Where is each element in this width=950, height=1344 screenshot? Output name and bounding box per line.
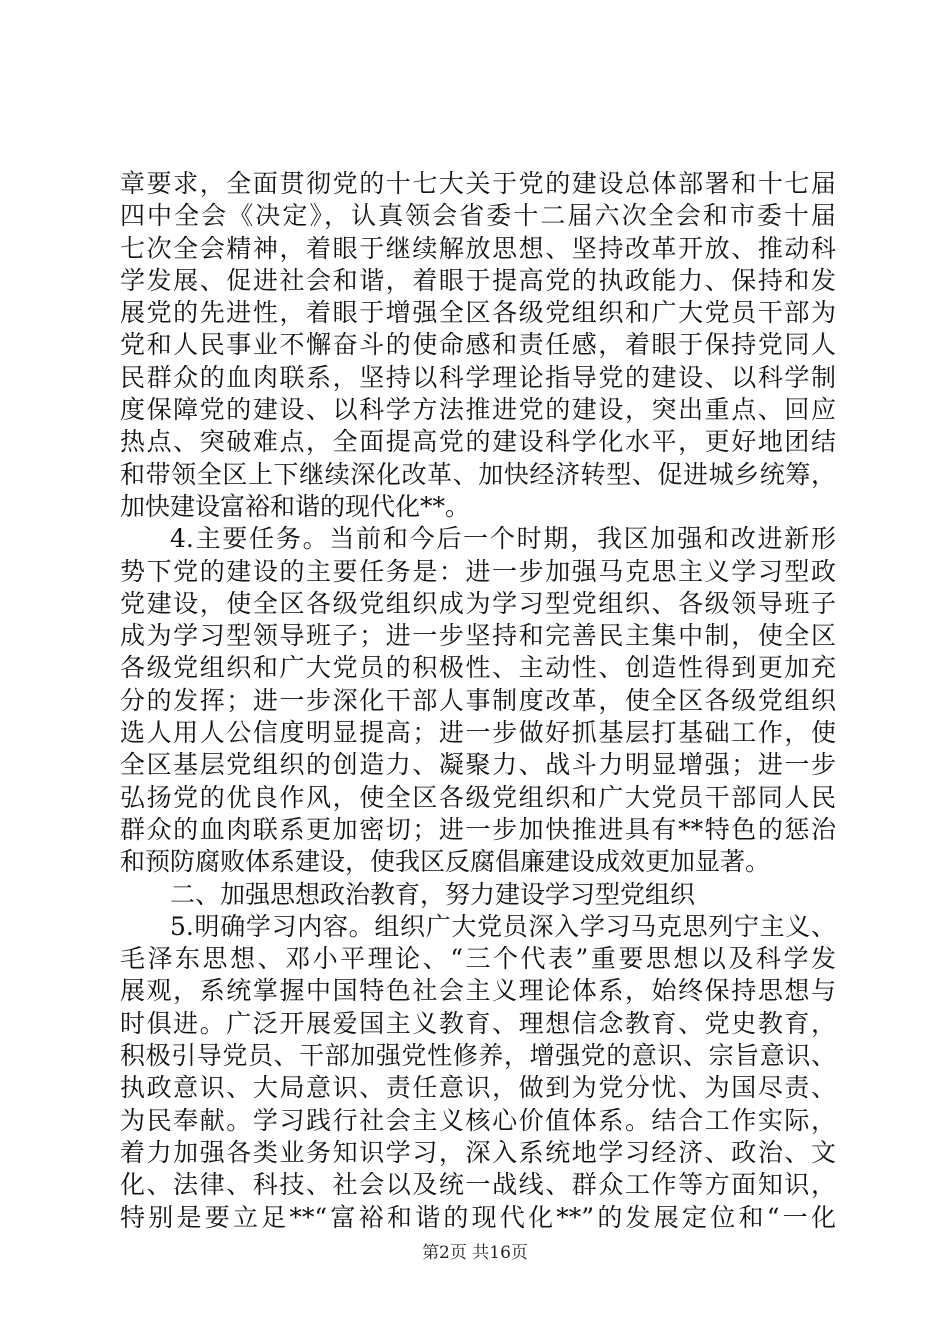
- text-line: 和带领全区上下继续深化改革、加快经济转型、促进城乡统筹，: [120, 459, 836, 489]
- document-body: [120, 168, 836, 1234]
- text-line: 着力加强各类业务知识学习，深入系统地学习经济、政治、文: [120, 1137, 836, 1167]
- text-line: 特别是要立足**“富裕和谐的现代化**”的发展定位和“一化: [120, 1202, 836, 1232]
- text-line: 加快建设富裕和谐的现代化**。: [120, 491, 471, 521]
- paragraph: [120, 911, 836, 1234]
- text-line: 民群众的血肉联系，坚持以科学理论指导党的建设、以科学制: [120, 362, 836, 392]
- text-line: 为民奉献。学习践行社会主义核心价值体系。结合工作实际，: [120, 1105, 836, 1135]
- text-line: 弘扬党的优良作风，使全区各级党组织和广大党员干部同人民: [120, 782, 836, 812]
- text-line: 积极引导党员、干部加强党性修养，增强党的意识、宗旨意识、: [120, 1041, 836, 1071]
- text-line: 热点、突破难点，全面提高党的建设科学化水平，更好地团结: [120, 427, 836, 457]
- text-line: 成为学习型领导班子；进一步坚持和完善民主集中制，使全区: [120, 621, 836, 651]
- text-line: 时俱进。广泛开展爱国主义教育、理想信念教育、党史教育，: [120, 1008, 836, 1038]
- text-line: 各级党组织和广大党员的积极性、主动性、创造性得到更加充: [120, 653, 836, 683]
- text-line: 二、加强思想政治教育，努力建设学习型党组织: [170, 879, 696, 909]
- text-line: 展观，系统掌握中国特色社会主义理论体系，始终保持思想与: [120, 976, 836, 1006]
- text-line: 全区基层党组织的创造力、凝聚力、战斗力明显增强；进一步: [120, 750, 836, 780]
- text-line: 展党的先进性，着眼于增强全区各级党组织和广大党员干部为: [120, 298, 836, 328]
- text-line: 四中全会《决定》，认真领会省委十二届六次全会和市委十届: [120, 201, 836, 231]
- text-line: 度保障党的建设、以科学方法推进党的建设，突出重点、回应: [120, 395, 836, 425]
- text-line: 章要求，全面贯彻党的十七大关于党的建设总体部署和十七届: [120, 169, 836, 198]
- page-footer: 第2页 共16页: [422, 1243, 528, 1263]
- text-line: 4.主要任务。当前和今后一个时期，我区加强和改进新形: [170, 524, 836, 554]
- text-line: 毛泽东思想、邓小平理论、“三个代表”重要思想以及科学发: [120, 944, 836, 974]
- text-line: 化、法律、科技、社会以及统一战线、群众工作等方面知识，: [120, 1170, 836, 1200]
- paragraph: [120, 523, 836, 878]
- text-line: 选人用人公信度明显提高；进一步做好抓基层打基础工作，使: [120, 718, 836, 748]
- text-line: 势下党的建设的主要任务是：进一步加强马克思主义学习型政: [120, 556, 836, 586]
- paragraph: [120, 168, 836, 523]
- text-line: 学发展、促进社会和谐，着眼于提高党的执政能力、保持和发: [120, 265, 836, 295]
- text-line: 执政意识、大局意识、责任意识，做到为党分忧、为国尽责、: [120, 1073, 836, 1103]
- text-line: 党建设，使全区各级党组织成为学习型党组织、各级领导班子: [120, 588, 836, 618]
- text-line: 和预防腐败体系建设，使我区反腐倡廉建设成效更加显著。: [120, 847, 771, 877]
- text-line: 七次全会精神，着眼于继续解放思想、坚持改革开放、推动科: [120, 233, 836, 263]
- section-heading: [120, 879, 836, 911]
- text-line: 分的发挥；进一步深化干部人事制度改革，使全区各级党组织: [120, 685, 836, 715]
- text-line: 5.明确学习内容。组织广大党员深入学习马克思列宁主义、: [170, 911, 836, 941]
- text-line: 群众的血肉联系更加密切；进一步加快推进具有**特色的惩治: [120, 814, 836, 844]
- text-line: 党和人民事业不懈奋斗的使命感和责任感，着眼于保持党同人: [120, 330, 836, 360]
